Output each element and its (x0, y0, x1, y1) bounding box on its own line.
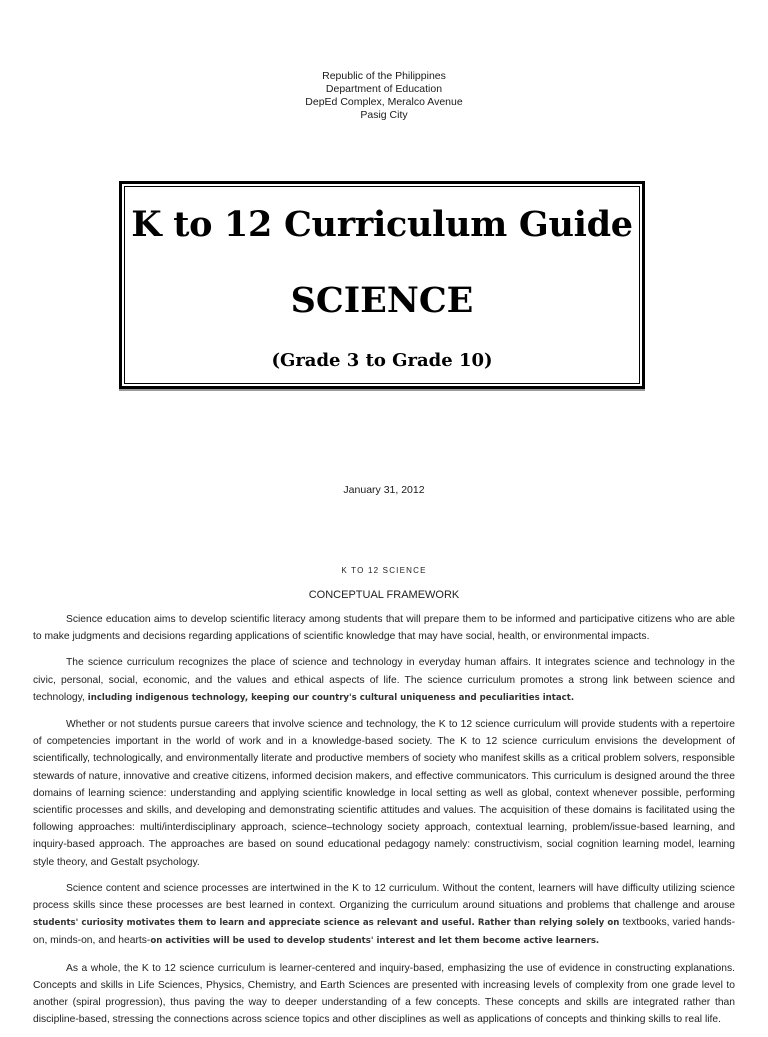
letterhead-city: Pasig City (360, 109, 408, 121)
paragraph-3: Whether or not students pursue careers that involve science and technology, the K to 12 science curriculum will provide students with a repertoire of competencies important in the world of work and in a knowledge-based society. The K to 12 science curriculum envisions the development of scientifically, technologically, and environmentally literate and productive members of society who manifest skills as a critical problem solvers, responsible stewards of nature, innovative and creative citizens, informed decision makers, and effective communicators. This curriculum is designed around the three domains of learning science: understanding and applying scientific knowledge in local setting as well as global, context whenever possible, performing scientific processes and skills, and developing and demonstrating scientific attitudes and values. The acquisition of these domains is facilitated using the following approaches: multi/interdisciplinary approach, science–technology society approach, contextual learning, problem/issue-based learning, and inquiry-based approach. The approaches are based on sound educational pedagogy namely: constructivism, social cognition learning model, learning style theory, and Gestalt psychology. (33, 719, 735, 868)
paragraph-4-alt-font-end: on activities will be used to develop students' interest and let them become active learners. (150, 936, 600, 947)
letterhead-country: Republic of the Philippines (322, 70, 446, 82)
paragraph-4-text: Science content and science processes are intertwined in the K to 12 curriculum. Without the content, learners will have difficulty utilizing science process skills since these processes are best learned in context. Organizing the curriculum around situations and problems that challenge and arouse (33, 882, 735, 912)
paragraph-1: Science education aims to develop scientific literacy among students that will prepare them to be informed and participative citizens who are able to make judgments and decisions regarding applications of scientific knowledge that may have social, health, or environmental impacts. (33, 614, 735, 643)
document-date: January 31, 2012 (343, 484, 425, 496)
letterhead-address: DepEd Complex, Meralco Avenue (305, 96, 463, 108)
paragraph-4-text-cont: textbooks, varied hands-on, minds-on, and hearts- (33, 917, 735, 947)
body-text (33, 611, 735, 1037)
paragraph-4-alt-font-text: students' curiosity motivates them to learn and appreciate science as relevant and useful. Rather than relying solely on (33, 918, 623, 929)
document-title: K to 12 Curriculum Guide (131, 204, 633, 245)
section-label: K TO 12 SCIENCE (341, 566, 427, 575)
paragraph-2-alt-font-text: including indigenous technology, keeping our country's cultural uniqueness and peculiarities intact. (87, 692, 575, 703)
paragraph-4 (33, 880, 735, 951)
section-heading: CONCEPTUAL FRAMEWORK (308, 589, 460, 601)
paragraph-5: As a whole, the K to 12 science curriculum is learner-centered and inquiry-based, emphasizing the use of evidence in constructing explanations. Concepts and skills in Life Sciences, Physics, Chemistry, and Earth Sciences are presented with increasing levels of complexity from one grade level to another (spiral progression), thus paving the way to deeper understanding of a few concepts. These concepts and skills are integrated rather than discipline-based, stressing the connections across science topics and other disciplines as well as applications of concepts and thinking skills to real life. (33, 962, 735, 1026)
letterhead-department: Department of Education (325, 83, 443, 95)
document-grade-range: (Grade 3 to Grade 10) (271, 350, 493, 371)
paragraph-2-text: The science curriculum recognizes the place of science and technology in everyday human affairs. It integrates science and technology in the civic, personal, social, economic, and the values and ethical aspects of life. The science curriculum promotes a strong link between science and technology, (33, 657, 735, 703)
letterhead (0, 70, 768, 122)
title-box (119, 181, 645, 389)
paragraph-2 (33, 654, 735, 707)
document-subject: SCIENCE (290, 280, 474, 321)
